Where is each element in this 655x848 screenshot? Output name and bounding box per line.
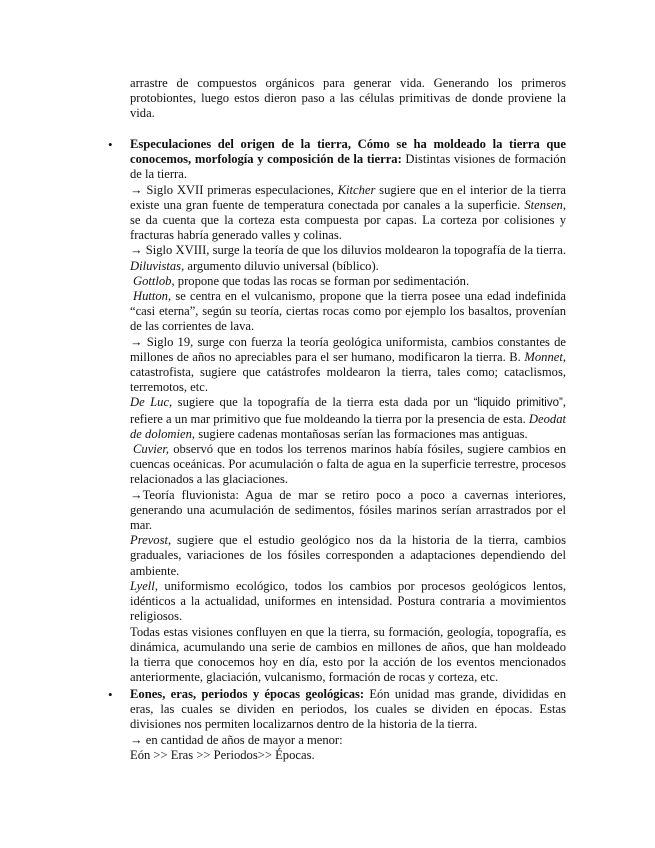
name-de-luc: De Luc, [130,395,173,410]
bullet-icon: • [108,137,113,152]
text: , catastrofista, sugiere que catástrofes moldearon la tierra, tales como; cataclismos, terremotos, etc. [130,349,566,395]
cantidad-anos-paragraph: → en cantidad de años de mayor a menor: [130,732,343,747]
siglo-19-paragraph [130,335,566,396]
bullet-icon: • [108,687,113,702]
fluvionista-paragraph: →Teoría fluvionista: Agua de mar se retiro poco a poco a cavernas interiores, generando una acumulación de sedimentos, fósiles marinos serían arrastrados por el mar. [130,487,566,533]
text: , uniformismo ecológico, todos los cambios por procesos geológicos lentos, idénticos a la actualidad, uniformes en intensidad. Postura contraria a movimientos religiosos. [130,578,566,624]
conclusion-paragraph: Todas estas visiones confluyen en que la tierra, su formación, geología, topografía, es dinámica, acumulando una serie de cambios en millones de años, que han moldeado la tierra que conocemos hoy en día, esto por la acción de los eventos mencionados anteriormente, glaciación, vulcanismo, formación de rocas y corteza, etc. [130,624,566,685]
text: , se da cuenta que la corteza esta compuesta por capas. La corteza por colisiones y fracturas habría generado valles y colinas. [130,197,566,243]
name-lyell: Lyell [130,578,155,593]
siglo-xvii-paragraph [130,183,566,244]
text: → Siglo XVIII, surge la teoría de que los diluvios moldearon la topografía de la tierra. [130,243,566,258]
name-stensen: Stensen [524,197,563,212]
name-kitcher: Kitcher [337,182,376,197]
section-eones-eras [108,687,566,763]
section1-heading-rest: Distintas visiones de formación de la tierra. [130,152,566,182]
text: , refiere a un mar primitivo que fue moldeando la tierra por la presencia de esta. [130,395,566,426]
hutton-paragraph [130,289,566,335]
text: sugiere que en el interior de la tierra existe una gran fuente de temperatura conectada por canales a la superficie. [130,182,566,212]
name-diluvistas: Diluvistas [130,258,182,273]
text: , argumento diluvio universal (bíblico). [181,258,379,273]
section-origen-tierra [108,137,566,685]
intro-paragraph: arrastre de compuestos orgánicos para generar vida. Generando los primeros protobiontes, luego estos dieron paso a las células primitivas de donde proviene la vida. [130,76,566,121]
name-monnet: Monnet [524,349,563,364]
gottlob-paragraph [130,274,566,289]
section1-heading: Especulaciones del origen de la tierra, Cómo se ha moldeado la tierra que conocemos, morfología y composición de la tierra: [130,137,566,167]
section2-heading-paragraph [130,687,566,733]
text: observó que en todos los terrenos marinos había fósiles, sugiere cambios en cuencas oceánicas. Por acumulación o falta de agua en la superficie terrestre, procesos relacionados a las glaciaciones. [130,442,566,487]
text: , sugiere cadenas montañosas serían las formaciones mas antiguas. [191,426,528,441]
de-luc-paragraph [130,395,566,442]
section2-heading: Eones, eras, periodos y épocas geológicas: [130,687,365,701]
text: → Siglo 19, surge con fuerza la teoría geológica uniformista, cambios constantes de millones de años no apreciables para el ser humano, modificaron la tierra. B. [130,334,566,364]
name-gottlob: Gottlob [133,273,172,288]
name-deodat: Deodat de dolomien [130,411,566,441]
text: , propone que todas las rocas se forman por sedimentación. [171,273,470,288]
name-cuvier: Cuvier, [133,442,170,457]
name-prevost: Prevost [130,533,169,548]
text: , sugiere que el estudio geológico nos da la historia de la tierra, cambios graduales, variaciones de los fósiles corresponden a adaptaciones dependiendo del ambiente. [130,533,566,578]
siglo-xviii-paragraph [130,243,566,273]
name-hutton: Hutton [133,289,168,304]
liquido-primitivo-quote: “liquido primitivo” [473,397,563,410]
jerarquia-paragraph: Eón >> Eras >> Periodos>> Épocas. [130,747,315,762]
text: → Siglo XVII primeras especulaciones, [130,182,338,197]
section1-heading-paragraph [130,137,566,183]
cuvier-paragraph [130,442,566,488]
text: , se centra en el vulcanismo, propone que la tierra posee una edad indefinida “casi eterna”, según su teoría, ciertas rocas como por ejemplo los basaltos, provenían de las corrientes de lava. [130,289,566,334]
prevost-paragraph [130,533,566,579]
section2-heading-rest: Eón unidad mas grande, divididas en eras, las cuales se dividen en periodos, los cuales se dividen en épocas. Estas divisiones nos permiten localizarnos dentro de la historia de la tierra. [130,687,566,732]
text: sugiere que la topografía de la tierra esta dada por un [172,395,474,410]
lyell-paragraph [130,579,566,625]
